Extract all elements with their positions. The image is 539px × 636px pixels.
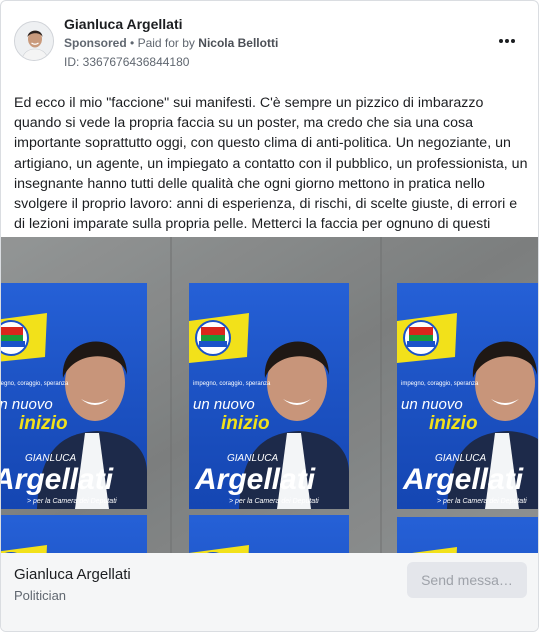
send-message-button[interactable]: Send messa… — [407, 562, 527, 598]
sponsored-line — [64, 36, 278, 50]
ad-header — [1, 1, 538, 81]
poster-right-bottom — [397, 517, 539, 553]
meta-separator: • — [130, 36, 135, 50]
paid-for-name: Nicola Bellotti — [198, 36, 279, 50]
footer-category: Politician — [14, 588, 67, 603]
poster-left-bottom — [1, 515, 147, 553]
more-options-icon[interactable] — [495, 29, 519, 53]
advertiser-avatar[interactable] — [14, 21, 54, 61]
dot — [499, 39, 503, 43]
ad-body-text: Ed ecco il mio "faccione" sui manifesti. C'è sempre un pizzico di imbarazzo quando si vede la propria faccia su un poster, ma credo che sia una cosa importante soprattutto oggi, con questo clima di anti-politica. Un negoziante, un artigiano, un agente, un impiegato a contatto con il pubblico, un professionista, un insegnante hanno tutti delle qualità che ogni giorno mettono in pratica nello svolgere il proprio lavoro: anni di esperienza, di rischi, di scelte giuste, di errori e di lezioni imparate sulla propria pelle. Metterci la faccia per ognuno di questi — [14, 95, 528, 233]
ad-image[interactable] — [1, 237, 539, 553]
paid-for-prefix: Paid for by — [137, 36, 195, 50]
poster-left — [1, 283, 147, 509]
dot — [511, 39, 515, 43]
campaign-posters-image — [1, 237, 539, 553]
poster-center-bottom — [189, 515, 349, 553]
ad-footer — [1, 553, 538, 632]
poster-right — [397, 283, 539, 509]
poster-center — [189, 283, 349, 509]
ad-id: ID: 3367676436844180 — [64, 55, 190, 69]
footer-page-name[interactable]: Gianluca Argellati — [14, 566, 131, 583]
sponsored-label: Sponsored — [64, 36, 127, 50]
avatar-portrait-icon — [15, 22, 54, 61]
dot — [505, 39, 509, 43]
advertiser-name[interactable]: Gianluca Argellati — [64, 16, 183, 32]
